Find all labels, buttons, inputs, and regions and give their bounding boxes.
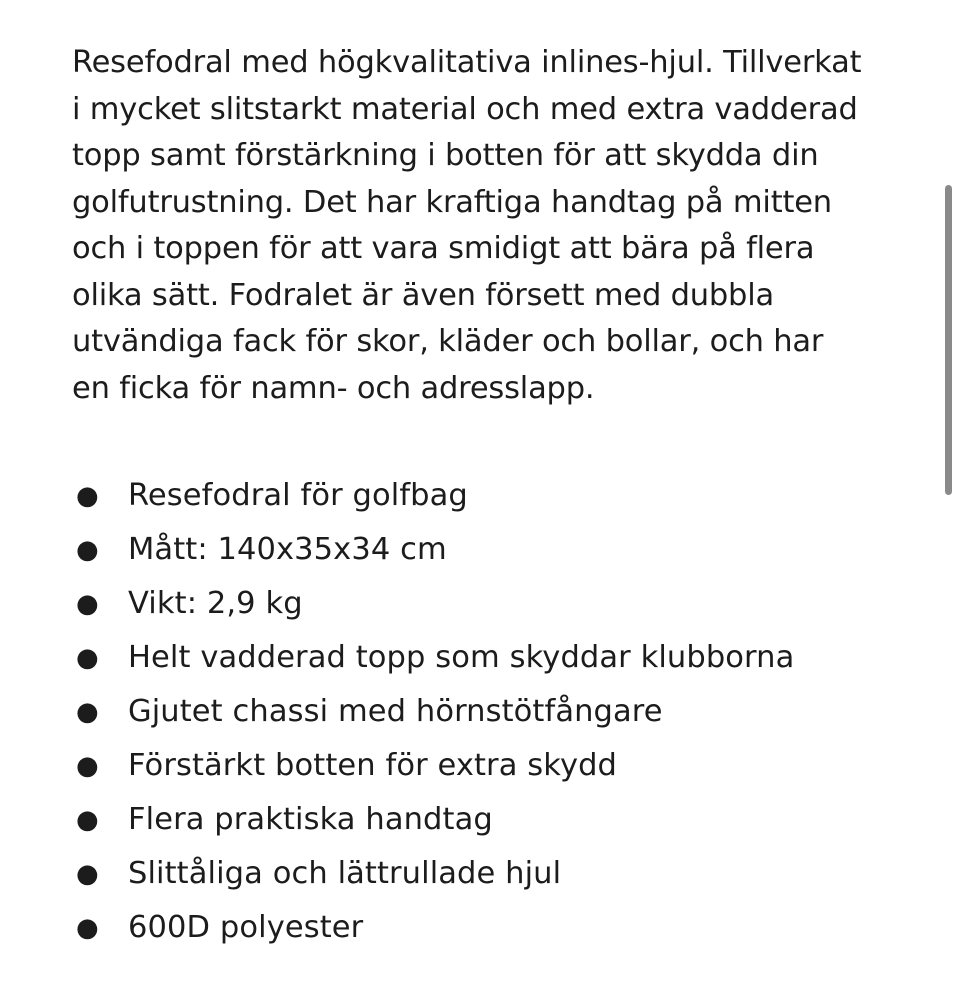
feature-item <box>72 469 902 523</box>
description-line: i mycket slitstarkt material och med extra vadderad <box>72 91 858 127</box>
feature-text: Flera praktiska handtag <box>128 802 493 837</box>
scrollbar-thumb[interactable] <box>945 185 952 495</box>
feature-text: Helt vadderad topp som skyddar klubborna <box>128 640 795 675</box>
bullet-icon: ● <box>76 481 99 511</box>
feature-item <box>72 631 902 685</box>
feature-list <box>72 469 902 955</box>
bullet-icon: ● <box>76 697 99 727</box>
description-line: olika sätt. Fodralet är även försett med dubbla <box>72 277 774 313</box>
bullet-icon: ● <box>76 913 99 943</box>
feature-item <box>72 523 902 577</box>
feature-text: Vikt: 2,9 kg <box>128 586 303 621</box>
feature-text: Resefodral för golfbag <box>128 478 468 513</box>
bullet-icon: ● <box>76 805 99 835</box>
feature-text: Mått: 140x35x34 cm <box>128 532 447 567</box>
description-line: Resefodral med högkvalitativa inlines-hjul. Tillverkat <box>72 45 862 80</box>
feature-item <box>72 793 902 847</box>
description-line: golfutrustning. Det har kraftiga handtag på mitten <box>72 184 832 220</box>
bullet-icon: ● <box>76 859 99 889</box>
product-description <box>72 40 902 412</box>
bullet-icon: ● <box>76 589 99 619</box>
feature-text: Förstärkt botten för extra skydd <box>128 748 618 783</box>
feature-text: 600D polyester <box>128 910 364 945</box>
description-line: utvändiga fack för skor, kläder och bollar, och har <box>72 324 824 359</box>
description-line: en ficka för namn- och adresslapp. <box>72 370 595 406</box>
feature-item <box>72 739 902 793</box>
description-line: och i toppen för att vara smidigt att bära på flera <box>72 231 815 266</box>
product-description-content <box>72 40 902 955</box>
feature-text: Slittåliga och lättrullade hjul <box>128 856 562 891</box>
bullet-icon: ● <box>76 751 99 781</box>
bullet-icon: ● <box>76 643 99 673</box>
feature-item <box>72 847 902 901</box>
feature-item <box>72 901 902 955</box>
feature-text: Gjutet chassi med hörnstötfångare <box>128 694 663 729</box>
feature-item <box>72 685 902 739</box>
bullet-icon: ● <box>76 535 99 565</box>
feature-item <box>72 577 902 631</box>
description-line: topp samt förstärkning i botten för att skydda din <box>72 138 819 173</box>
